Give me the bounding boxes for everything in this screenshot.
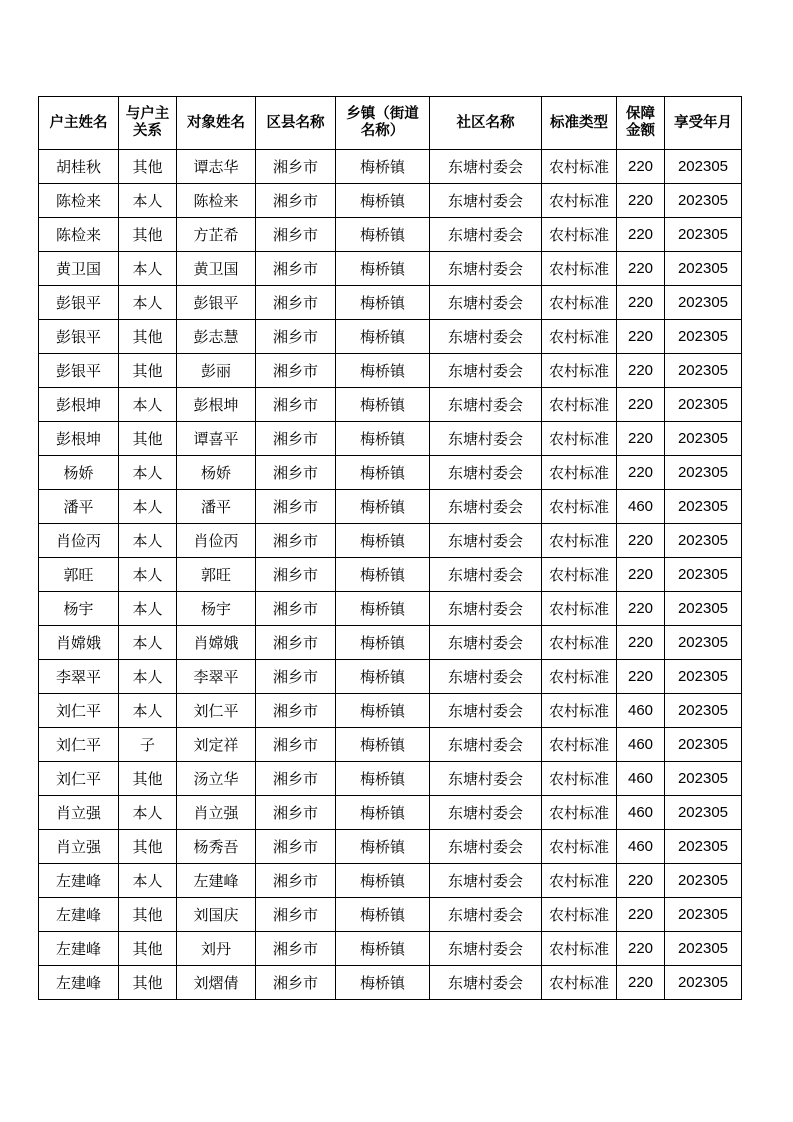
header-household-head: 户主姓名	[39, 97, 119, 150]
cell-community: 东塘村委会	[430, 864, 542, 898]
cell-relationship: 其他	[119, 762, 177, 796]
cell-household-head: 肖嫦娥	[39, 626, 119, 660]
cell-benefit-month: 202305	[665, 388, 742, 422]
cell-county: 湘乡市	[256, 422, 336, 456]
cell-household-head: 肖立强	[39, 796, 119, 830]
cell-relationship: 其他	[119, 932, 177, 966]
cell-household-head: 黄卫国	[39, 252, 119, 286]
cell-amount: 460	[617, 694, 665, 728]
cell-community: 东塘村委会	[430, 660, 542, 694]
cell-county: 湘乡市	[256, 218, 336, 252]
cell-benefit-month: 202305	[665, 966, 742, 1000]
cell-township: 梅桥镇	[336, 422, 430, 456]
cell-benefit-month: 202305	[665, 354, 742, 388]
cell-benefit-month: 202305	[665, 864, 742, 898]
cell-relationship: 本人	[119, 626, 177, 660]
cell-household-head: 彭根坤	[39, 422, 119, 456]
cell-community: 东塘村委会	[430, 966, 542, 1000]
cell-household-head: 彭银平	[39, 286, 119, 320]
cell-amount: 220	[617, 626, 665, 660]
cell-recipient-name: 陈检来	[177, 184, 256, 218]
cell-relationship: 本人	[119, 694, 177, 728]
cell-household-head: 刘仁平	[39, 694, 119, 728]
cell-standard-type: 农村标准	[542, 694, 617, 728]
cell-township: 梅桥镇	[336, 286, 430, 320]
table-row	[39, 184, 742, 218]
cell-relationship: 本人	[119, 660, 177, 694]
cell-community: 东塘村委会	[430, 252, 542, 286]
cell-community: 东塘村委会	[430, 762, 542, 796]
cell-standard-type: 农村标准	[542, 320, 617, 354]
cell-recipient-name: 刘定祥	[177, 728, 256, 762]
cell-county: 湘乡市	[256, 558, 336, 592]
table-row	[39, 694, 742, 728]
cell-township: 梅桥镇	[336, 490, 430, 524]
cell-community: 东塘村委会	[430, 830, 542, 864]
cell-benefit-month: 202305	[665, 830, 742, 864]
cell-household-head: 李翠平	[39, 660, 119, 694]
cell-township: 梅桥镇	[336, 320, 430, 354]
cell-township: 梅桥镇	[336, 626, 430, 660]
cell-community: 东塘村委会	[430, 626, 542, 660]
cell-benefit-month: 202305	[665, 320, 742, 354]
cell-community: 东塘村委会	[430, 286, 542, 320]
cell-amount: 220	[617, 286, 665, 320]
table-row	[39, 456, 742, 490]
cell-recipient-name: 肖立强	[177, 796, 256, 830]
table-row	[39, 762, 742, 796]
header-relationship: 与户主 关系	[119, 97, 177, 150]
cell-recipient-name: 杨娇	[177, 456, 256, 490]
cell-community: 东塘村委会	[430, 320, 542, 354]
cell-relationship: 本人	[119, 592, 177, 626]
cell-standard-type: 农村标准	[542, 252, 617, 286]
cell-recipient-name: 潘平	[177, 490, 256, 524]
cell-benefit-month: 202305	[665, 728, 742, 762]
cell-standard-type: 农村标准	[542, 660, 617, 694]
cell-amount: 220	[617, 524, 665, 558]
cell-amount: 220	[617, 932, 665, 966]
cell-standard-type: 农村标准	[542, 388, 617, 422]
cell-amount: 460	[617, 796, 665, 830]
cell-county: 湘乡市	[256, 932, 336, 966]
cell-amount: 220	[617, 558, 665, 592]
cell-township: 梅桥镇	[336, 728, 430, 762]
cell-amount: 220	[617, 864, 665, 898]
cell-county: 湘乡市	[256, 762, 336, 796]
cell-standard-type: 农村标准	[542, 558, 617, 592]
cell-county: 湘乡市	[256, 150, 336, 184]
cell-household-head: 彭根坤	[39, 388, 119, 422]
cell-standard-type: 农村标准	[542, 898, 617, 932]
cell-community: 东塘村委会	[430, 524, 542, 558]
cell-amount: 220	[617, 184, 665, 218]
cell-household-head: 郭旺	[39, 558, 119, 592]
cell-community: 东塘村委会	[430, 184, 542, 218]
cell-household-head: 彭银平	[39, 354, 119, 388]
cell-township: 梅桥镇	[336, 558, 430, 592]
cell-township: 梅桥镇	[336, 592, 430, 626]
cell-township: 梅桥镇	[336, 898, 430, 932]
cell-amount: 220	[617, 898, 665, 932]
cell-county: 湘乡市	[256, 898, 336, 932]
cell-township: 梅桥镇	[336, 524, 430, 558]
cell-household-head: 杨宇	[39, 592, 119, 626]
cell-amount: 220	[617, 592, 665, 626]
cell-household-head: 陈检来	[39, 218, 119, 252]
cell-township: 梅桥镇	[336, 388, 430, 422]
cell-benefit-month: 202305	[665, 558, 742, 592]
cell-relationship: 本人	[119, 558, 177, 592]
cell-township: 梅桥镇	[336, 252, 430, 286]
cell-community: 东塘村委会	[430, 490, 542, 524]
cell-benefit-month: 202305	[665, 898, 742, 932]
cell-standard-type: 农村标准	[542, 354, 617, 388]
header-standard-type: 标准类型	[542, 97, 617, 150]
cell-relationship: 本人	[119, 388, 177, 422]
cell-recipient-name: 刘国庆	[177, 898, 256, 932]
cell-amount: 460	[617, 728, 665, 762]
cell-amount: 220	[617, 218, 665, 252]
cell-community: 东塘村委会	[430, 456, 542, 490]
cell-amount: 220	[617, 320, 665, 354]
table-row	[39, 898, 742, 932]
cell-standard-type: 农村标准	[542, 864, 617, 898]
cell-county: 湘乡市	[256, 252, 336, 286]
cell-benefit-month: 202305	[665, 490, 742, 524]
cell-recipient-name: 彭丽	[177, 354, 256, 388]
cell-community: 东塘村委会	[430, 592, 542, 626]
table-row	[39, 966, 742, 1000]
cell-relationship: 本人	[119, 252, 177, 286]
table-row	[39, 252, 742, 286]
cell-relationship: 其他	[119, 830, 177, 864]
cell-county: 湘乡市	[256, 864, 336, 898]
cell-county: 湘乡市	[256, 694, 336, 728]
cell-household-head: 左建峰	[39, 966, 119, 1000]
cell-recipient-name: 彭银平	[177, 286, 256, 320]
cell-county: 湘乡市	[256, 796, 336, 830]
cell-household-head: 陈检来	[39, 184, 119, 218]
cell-community: 东塘村委会	[430, 388, 542, 422]
cell-relationship: 本人	[119, 524, 177, 558]
cell-benefit-month: 202305	[665, 762, 742, 796]
cell-household-head: 左建峰	[39, 864, 119, 898]
table-row	[39, 830, 742, 864]
cell-amount: 220	[617, 354, 665, 388]
cell-relationship: 子	[119, 728, 177, 762]
cell-benefit-month: 202305	[665, 218, 742, 252]
cell-standard-type: 农村标准	[542, 762, 617, 796]
cell-household-head: 杨娇	[39, 456, 119, 490]
cell-recipient-name: 郭旺	[177, 558, 256, 592]
cell-township: 梅桥镇	[336, 456, 430, 490]
table-body	[39, 150, 742, 1000]
cell-benefit-month: 202305	[665, 286, 742, 320]
cell-household-head: 潘平	[39, 490, 119, 524]
cell-standard-type: 农村标准	[542, 286, 617, 320]
cell-relationship: 本人	[119, 864, 177, 898]
cell-community: 东塘村委会	[430, 150, 542, 184]
cell-county: 湘乡市	[256, 184, 336, 218]
cell-recipient-name: 方芷希	[177, 218, 256, 252]
cell-amount: 220	[617, 422, 665, 456]
cell-standard-type: 农村标准	[542, 796, 617, 830]
cell-standard-type: 农村标准	[542, 626, 617, 660]
header-recipient-name: 对象姓名	[177, 97, 256, 150]
cell-standard-type: 农村标准	[542, 218, 617, 252]
cell-county: 湘乡市	[256, 966, 336, 1000]
cell-relationship: 本人	[119, 490, 177, 524]
cell-relationship: 其他	[119, 898, 177, 932]
cell-relationship: 其他	[119, 320, 177, 354]
cell-benefit-month: 202305	[665, 150, 742, 184]
cell-county: 湘乡市	[256, 456, 336, 490]
cell-recipient-name: 彭志慧	[177, 320, 256, 354]
cell-community: 东塘村委会	[430, 932, 542, 966]
cell-standard-type: 农村标准	[542, 150, 617, 184]
table-row	[39, 592, 742, 626]
cell-community: 东塘村委会	[430, 694, 542, 728]
cell-amount: 220	[617, 456, 665, 490]
cell-standard-type: 农村标准	[542, 422, 617, 456]
cell-relationship: 本人	[119, 286, 177, 320]
header-benefit-month: 享受年月	[665, 97, 742, 150]
cell-benefit-month: 202305	[665, 626, 742, 660]
cell-amount: 460	[617, 490, 665, 524]
cell-benefit-month: 202305	[665, 422, 742, 456]
roster-table	[38, 96, 742, 1000]
cell-recipient-name: 肖俭丙	[177, 524, 256, 558]
cell-township: 梅桥镇	[336, 150, 430, 184]
cell-household-head: 胡桂秋	[39, 150, 119, 184]
cell-community: 东塘村委会	[430, 796, 542, 830]
cell-benefit-month: 202305	[665, 252, 742, 286]
cell-amount: 460	[617, 830, 665, 864]
table-row	[39, 354, 742, 388]
cell-relationship: 其他	[119, 966, 177, 1000]
cell-recipient-name: 彭根坤	[177, 388, 256, 422]
cell-benefit-month: 202305	[665, 660, 742, 694]
cell-household-head: 左建峰	[39, 898, 119, 932]
cell-standard-type: 农村标准	[542, 490, 617, 524]
cell-benefit-month: 202305	[665, 524, 742, 558]
cell-recipient-name: 左建峰	[177, 864, 256, 898]
cell-household-head: 左建峰	[39, 932, 119, 966]
table-row	[39, 320, 742, 354]
table-row	[39, 796, 742, 830]
cell-county: 湘乡市	[256, 320, 336, 354]
cell-recipient-name: 杨宇	[177, 592, 256, 626]
cell-relationship: 其他	[119, 354, 177, 388]
cell-household-head: 彭银平	[39, 320, 119, 354]
cell-standard-type: 农村标准	[542, 592, 617, 626]
table-row	[39, 728, 742, 762]
cell-standard-type: 农村标准	[542, 456, 617, 490]
cell-community: 东塘村委会	[430, 218, 542, 252]
cell-household-head: 刘仁平	[39, 762, 119, 796]
table-row	[39, 422, 742, 456]
cell-benefit-month: 202305	[665, 184, 742, 218]
cell-county: 湘乡市	[256, 592, 336, 626]
cell-township: 梅桥镇	[336, 184, 430, 218]
cell-relationship: 本人	[119, 184, 177, 218]
header-amount: 保障 金额	[617, 97, 665, 150]
cell-township: 梅桥镇	[336, 660, 430, 694]
table-row	[39, 286, 742, 320]
cell-benefit-month: 202305	[665, 592, 742, 626]
cell-county: 湘乡市	[256, 660, 336, 694]
cell-recipient-name: 刘丹	[177, 932, 256, 966]
cell-amount: 220	[617, 252, 665, 286]
table-row	[39, 932, 742, 966]
cell-benefit-month: 202305	[665, 694, 742, 728]
table-row	[39, 218, 742, 252]
cell-relationship: 本人	[119, 456, 177, 490]
cell-household-head: 肖立强	[39, 830, 119, 864]
cell-recipient-name: 刘熠倩	[177, 966, 256, 1000]
table-row	[39, 558, 742, 592]
cell-county: 湘乡市	[256, 354, 336, 388]
cell-township: 梅桥镇	[336, 796, 430, 830]
table-row	[39, 660, 742, 694]
cell-household-head: 刘仁平	[39, 728, 119, 762]
cell-county: 湘乡市	[256, 830, 336, 864]
cell-township: 梅桥镇	[336, 694, 430, 728]
cell-county: 湘乡市	[256, 626, 336, 660]
cell-township: 梅桥镇	[336, 762, 430, 796]
table-row	[39, 524, 742, 558]
cell-standard-type: 农村标准	[542, 966, 617, 1000]
cell-township: 梅桥镇	[336, 354, 430, 388]
cell-amount: 220	[617, 966, 665, 1000]
cell-community: 东塘村委会	[430, 728, 542, 762]
cell-county: 湘乡市	[256, 388, 336, 422]
cell-standard-type: 农村标准	[542, 184, 617, 218]
header-community: 社区名称	[430, 97, 542, 150]
cell-community: 东塘村委会	[430, 354, 542, 388]
cell-relationship: 其他	[119, 422, 177, 456]
table-row	[39, 864, 742, 898]
cell-county: 湘乡市	[256, 286, 336, 320]
cell-community: 东塘村委会	[430, 898, 542, 932]
cell-amount: 220	[617, 150, 665, 184]
table-row	[39, 388, 742, 422]
cell-county: 湘乡市	[256, 490, 336, 524]
cell-township: 梅桥镇	[336, 864, 430, 898]
cell-recipient-name: 谭喜平	[177, 422, 256, 456]
cell-county: 湘乡市	[256, 728, 336, 762]
cell-standard-type: 农村标准	[542, 830, 617, 864]
cell-community: 东塘村委会	[430, 558, 542, 592]
cell-benefit-month: 202305	[665, 796, 742, 830]
cell-recipient-name: 汤立华	[177, 762, 256, 796]
cell-standard-type: 农村标准	[542, 728, 617, 762]
cell-relationship: 其他	[119, 150, 177, 184]
cell-township: 梅桥镇	[336, 932, 430, 966]
cell-township: 梅桥镇	[336, 966, 430, 1000]
cell-standard-type: 农村标准	[542, 932, 617, 966]
header-township: 乡镇（街道 名称）	[336, 97, 430, 150]
cell-county: 湘乡市	[256, 524, 336, 558]
cell-recipient-name: 杨秀吾	[177, 830, 256, 864]
cell-recipient-name: 李翠平	[177, 660, 256, 694]
cell-recipient-name: 黄卫国	[177, 252, 256, 286]
cell-relationship: 其他	[119, 218, 177, 252]
table-row	[39, 150, 742, 184]
cell-amount: 220	[617, 388, 665, 422]
header-row	[39, 97, 742, 150]
cell-recipient-name: 刘仁平	[177, 694, 256, 728]
cell-benefit-month: 202305	[665, 456, 742, 490]
cell-benefit-month: 202305	[665, 932, 742, 966]
cell-township: 梅桥镇	[336, 218, 430, 252]
cell-community: 东塘村委会	[430, 422, 542, 456]
cell-household-head: 肖俭丙	[39, 524, 119, 558]
cell-township: 梅桥镇	[336, 830, 430, 864]
table-row	[39, 490, 742, 524]
cell-recipient-name: 肖嫦娥	[177, 626, 256, 660]
cell-amount: 460	[617, 762, 665, 796]
cell-recipient-name: 谭志华	[177, 150, 256, 184]
header-county: 区县名称	[256, 97, 336, 150]
cell-amount: 220	[617, 660, 665, 694]
cell-relationship: 本人	[119, 796, 177, 830]
table-row	[39, 626, 742, 660]
cell-standard-type: 农村标准	[542, 524, 617, 558]
